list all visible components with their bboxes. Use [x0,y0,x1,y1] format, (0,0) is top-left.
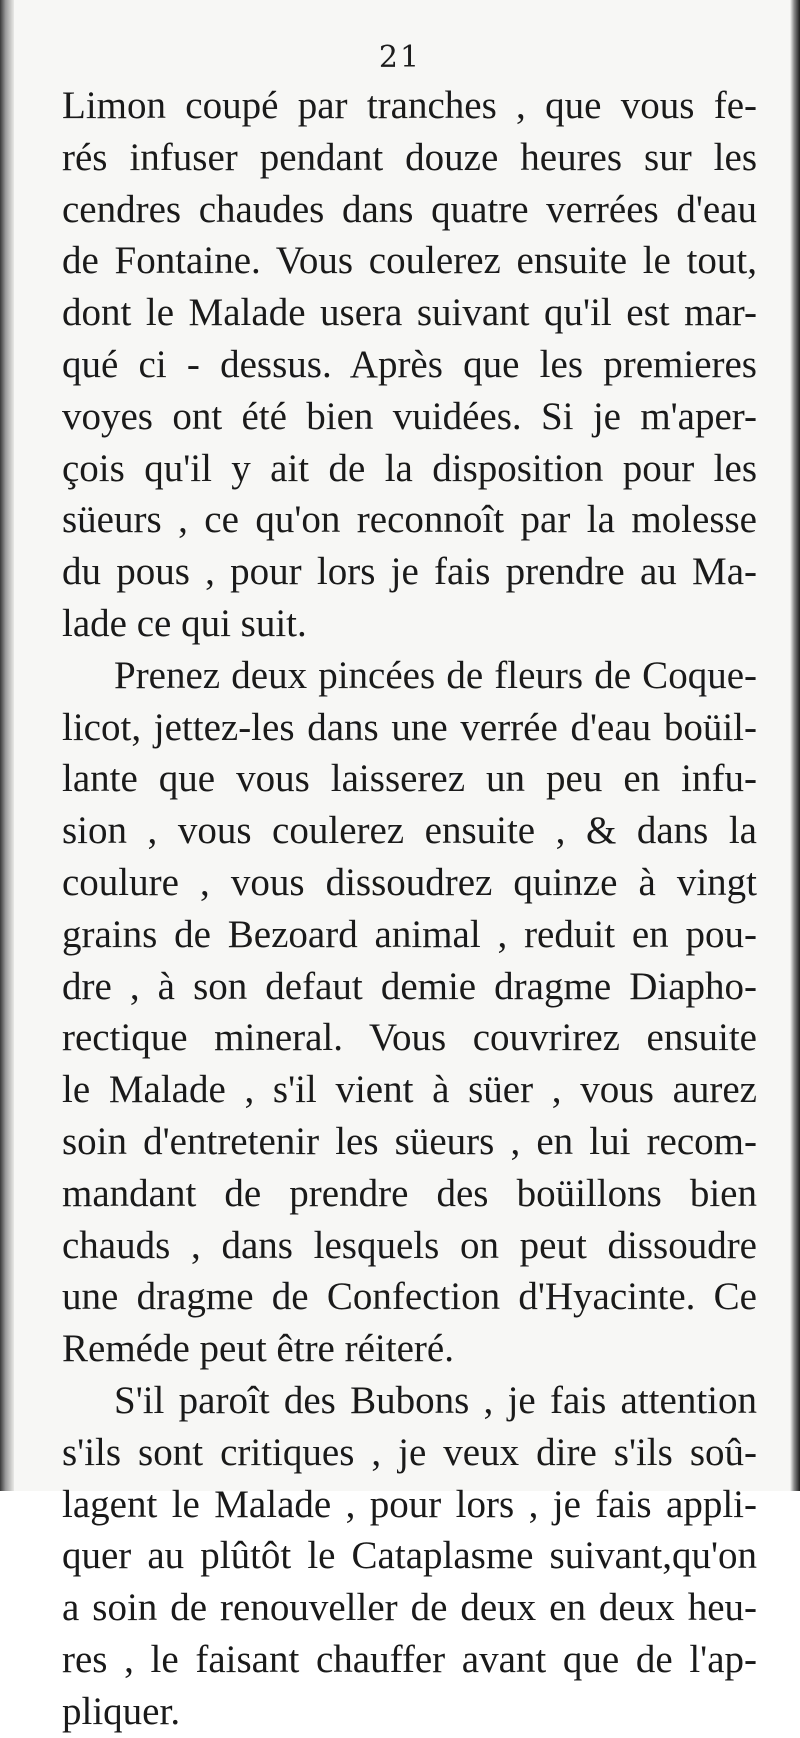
body-text [62,80,757,1738]
page-edge-shadow [790,0,800,1491]
text-line: süeurs , ce qu'on reconnoît par la molesse [62,498,757,542]
text-line: licot, jettez-les dans une verrée d'eau boüil- [62,705,757,749]
text-line: çois qu'il y ait de la disposition pour les [62,446,757,490]
paragraph [62,1375,757,1738]
page-number: 21 [378,40,422,75]
text-line: chauds , dans lesquels on peut dissoudre [62,1223,757,1267]
text-line: le Malade , s'il vient à süer , vous aurez [62,1068,757,1112]
text-line: s'ils sont critiques , je veux dire s'ils soû- [62,1430,757,1474]
text-line: coulure , vous dissoudrez quinze à vingt [62,860,757,904]
text-line: a soin de renouveller de deux en deux heu- [62,1586,757,1630]
text-line: grains de Bezoard animal , reduit en pou- [62,912,757,956]
text-line: cendres chaudes dans quatre verrées d'eau [62,187,757,231]
text-line: quer au plûtôt le Cataplasme suivant,qu'on [62,1534,757,1578]
text-line: lagent le Malade , pour lors , je fais appli- [62,1482,757,1526]
text-line: Reméde peut être réiteré. [62,1327,454,1371]
text-line: de Fontaine. Vous coulerez ensuite le tout, [62,239,757,283]
paragraph [62,650,757,1375]
text-line: dre , à son defaut demie dragme Diapho- [62,964,757,1008]
text-line: Prenez deux pincées de fleurs de Coque- [114,653,757,697]
text-line: rectique mineral. Vous couvrirez ensuite [62,1016,757,1060]
text-line: S'il paroît des Bubons , je fais attention [114,1378,757,1422]
text-line: Limon coupé par tranches , que vous fe- [62,84,757,127]
text-line: soin d'entretenir les süeurs , en lui recom- [62,1119,757,1163]
text-line: res , le faisant chauffer avant que de l'ap- [62,1637,757,1681]
text-line: une dragme de Confection d'Hyacinte. Ce [62,1275,757,1319]
paragraph [62,80,757,650]
text-line: lante que vous laisserez un peu en infu- [62,757,757,801]
text-line: rés infuser pendant douze heures sur les [62,135,757,179]
text-line: dont le Malade usera suivant qu'il est mar- [62,291,757,335]
text-line: sion , vous coulerez ensuite , & dans la [62,809,757,853]
text-line: lade ce qui suit. [62,601,307,645]
text-line: voyes ont été bien vuidées. Si je m'aper- [62,394,757,438]
text-line: du pous , pour lors je fais prendre au Ma- [62,550,757,594]
text-line: mandant de prendre des boüillons bien [62,1171,757,1215]
text-line: pliquer. [62,1689,181,1733]
binding-shadow [0,0,14,1491]
text-line: qué ci - dessus. Après que les premieres [62,342,757,386]
